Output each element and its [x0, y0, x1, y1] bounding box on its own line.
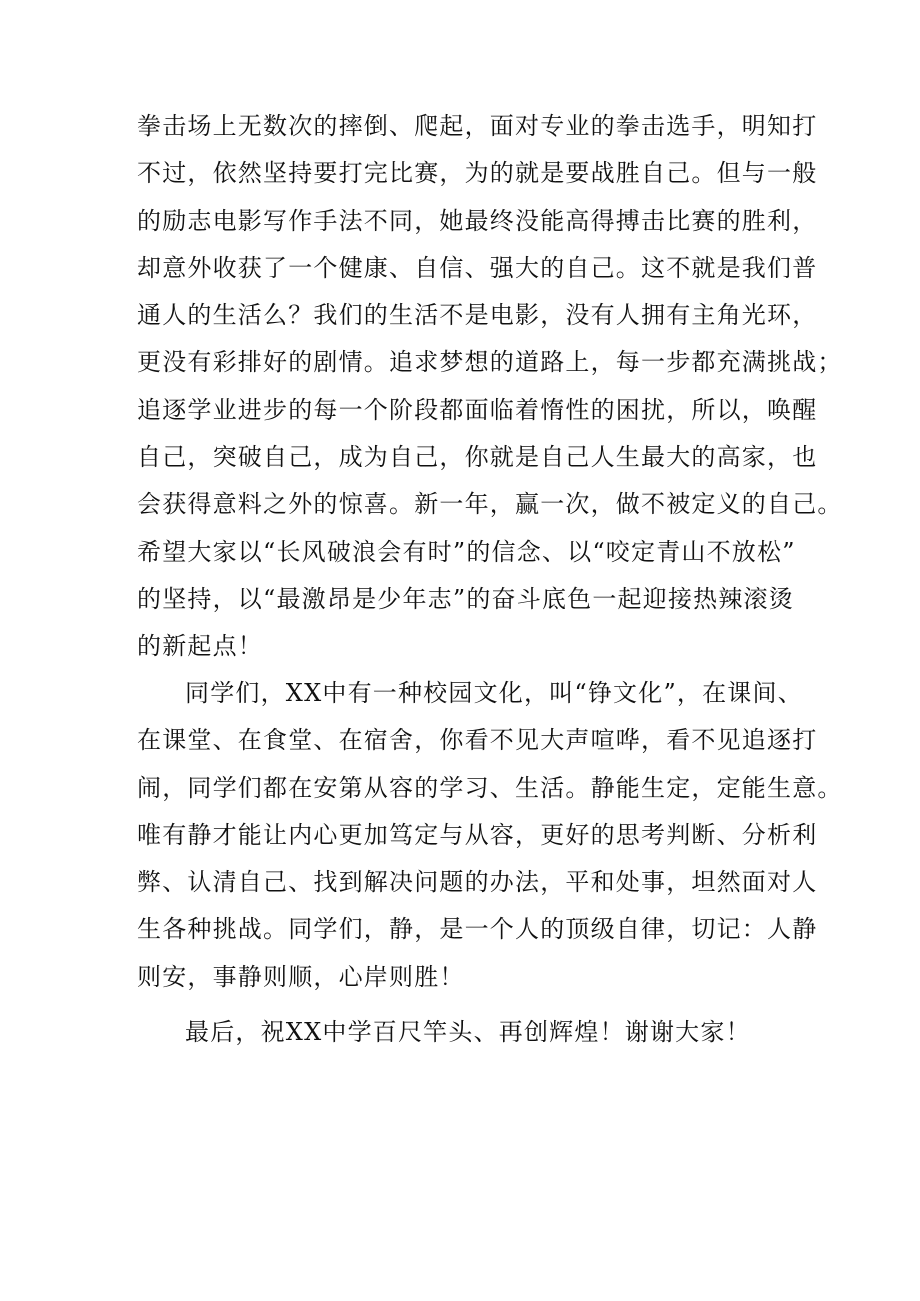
paragraph-closing — [137, 1009, 797, 1056]
text-line: 不过，依然坚持要打完比赛，为的就是要战胜自己。但与一般 — [137, 159, 818, 188]
text-line: 却意外收获了一个健康、自信、强大的自己。这不就是我们普 — [137, 253, 818, 282]
text-line: 最后，祝XX中学百尺竿头、再创辉煌！谢谢大家！ — [185, 1018, 751, 1046]
text-line: 会获得意料之外的惊喜。新一年，赢一次，做不被定义的自己。 — [137, 490, 843, 519]
text-line: 在课堂、在食堂、在宿舍，你看不见大声喧哗，看不见追逐打 — [137, 726, 818, 755]
paragraph-campus-culture — [137, 670, 843, 1001]
text-line: 的新起点！ — [137, 632, 263, 661]
paragraph-boxing-story — [137, 103, 843, 671]
text-line: 更没有彩排好的剧情。追求梦想的道路上，每一步都充满挑战； — [137, 348, 843, 377]
text-line: 拳击场上无数次的摔倒、爬起，面对专业的拳击选手，明知打 — [137, 112, 818, 140]
text-line: 希望大家以“长风破浪会有时”的信念、以“咬定青山不放松” — [137, 537, 796, 566]
text-line: 追逐学业进步的每一个阶段都面临着惰性的困扰，所以，唤醒 — [137, 395, 818, 424]
text-line: 的励志电影写作手法不同，她最终没能高得搏击比赛的胜利， — [137, 206, 818, 235]
text-line: 通人的生活么？我们的生活不是电影，没有人拥有主角光环， — [137, 301, 818, 330]
text-line: 闹，同学们都在安第从容的学习、生活。静能生定，定能生意。 — [137, 773, 843, 802]
text-line: 的坚持，以“最激昂是少年志”的奋斗底色一起迎接热辣滚烫 — [137, 584, 794, 613]
text-line: 则安，事静则顺，心岸则胜！ — [137, 962, 465, 991]
text-line: 自己，突破自己，成为自己，你就是自己人生最大的高家，也 — [137, 443, 818, 472]
text-line: 弊、认清自己、找到解决问题的办法，平和处事，坦然面对人 — [137, 868, 818, 897]
text-line: 唯有静才能让内心更加笃定与从容，更好的思考判断、分析利 — [137, 820, 818, 849]
text-line: 生各种挑战。同学们，静，是一个人的顶级自律，切记：人静 — [137, 915, 818, 944]
text-line: 同学们，XX中有一种校园文化，叫“铮文化”，在课间、 — [185, 679, 803, 707]
